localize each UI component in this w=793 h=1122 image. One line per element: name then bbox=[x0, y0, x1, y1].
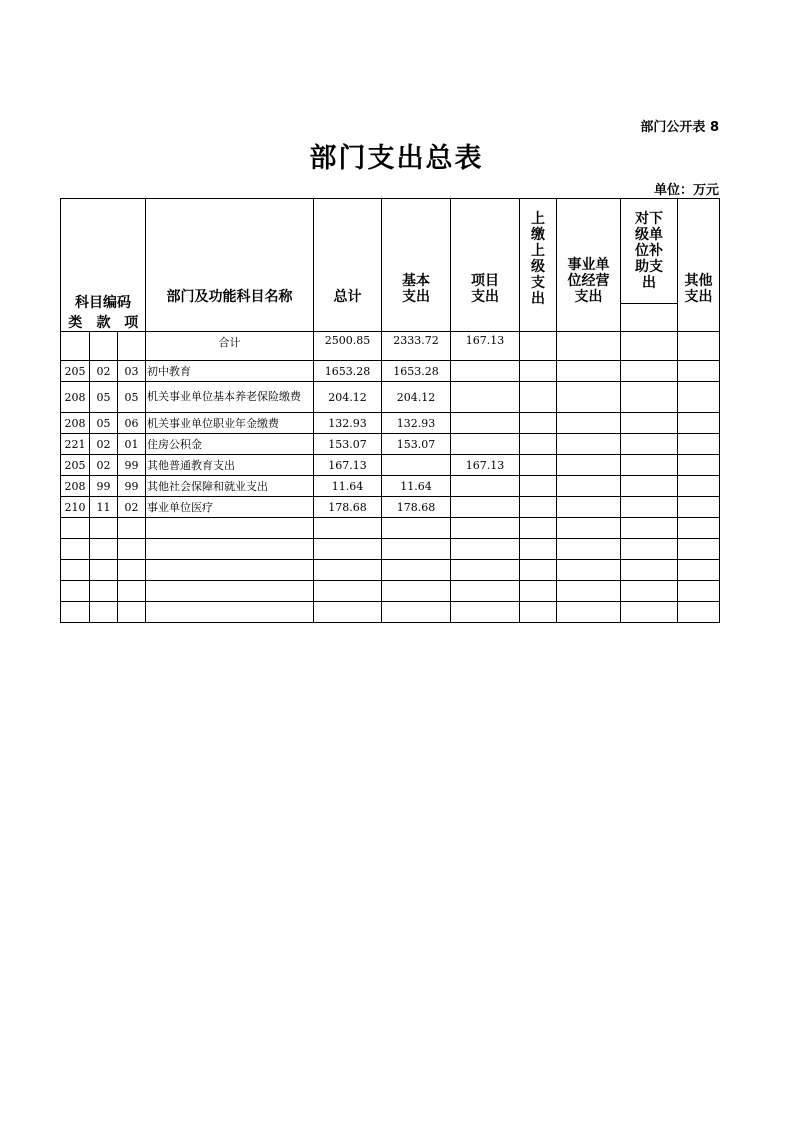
row-class: 208 bbox=[61, 413, 90, 434]
expenditure-table bbox=[60, 198, 720, 623]
row-class: 210 bbox=[61, 497, 90, 518]
header-other: 其他 支出 bbox=[678, 199, 720, 332]
page-title: 部门支出总表 bbox=[309, 143, 484, 174]
row-total: 167.13 bbox=[314, 455, 382, 476]
row-total: 153.07 bbox=[314, 434, 382, 455]
header-basic: 基本 支出 bbox=[382, 199, 451, 332]
total-total: 2500.85 bbox=[314, 332, 382, 361]
total-basic: 2333.72 bbox=[382, 332, 451, 361]
row-sub: 99 bbox=[118, 455, 146, 476]
row-project bbox=[451, 382, 520, 413]
empty-row bbox=[61, 602, 720, 623]
row-basic: 178.68 bbox=[382, 497, 451, 518]
table-row bbox=[61, 361, 720, 382]
table-row bbox=[61, 434, 720, 455]
row-total: 11.64 bbox=[314, 476, 382, 497]
empty-row bbox=[61, 560, 720, 581]
row-sub: 99 bbox=[118, 476, 146, 497]
table-row bbox=[61, 497, 720, 518]
row-basic bbox=[382, 455, 451, 476]
header-project: 项目 支出 bbox=[451, 199, 520, 332]
row-basic: 132.93 bbox=[382, 413, 451, 434]
row-sub: 01 bbox=[118, 434, 146, 455]
row-name: 初中教育 bbox=[146, 361, 314, 382]
table-row bbox=[61, 455, 720, 476]
row-name: 其他普通教育支出 bbox=[146, 455, 314, 476]
total-project: 167.13 bbox=[451, 332, 520, 361]
row-name: 住房公积金 bbox=[146, 434, 314, 455]
row-total: 204.12 bbox=[314, 382, 382, 413]
header-name: 部门及功能科目名称 bbox=[146, 199, 314, 332]
row-basic: 11.64 bbox=[382, 476, 451, 497]
row-class: 221 bbox=[61, 434, 90, 455]
row-item: 02 bbox=[90, 434, 118, 455]
row-item: 05 bbox=[90, 413, 118, 434]
row-project bbox=[451, 413, 520, 434]
row-total: 132.93 bbox=[314, 413, 382, 434]
row-project bbox=[451, 497, 520, 518]
row-basic: 1653.28 bbox=[382, 361, 451, 382]
row-item: 02 bbox=[90, 455, 118, 476]
row-basic: 204.12 bbox=[382, 382, 451, 413]
row-item: 11 bbox=[90, 497, 118, 518]
total-row bbox=[61, 332, 720, 361]
header-total: 总计 bbox=[314, 199, 382, 332]
header-sub-item: 项 bbox=[118, 311, 146, 331]
row-sub: 03 bbox=[118, 361, 146, 382]
empty-row bbox=[61, 518, 720, 539]
row-item: 99 bbox=[90, 476, 118, 497]
unit-label: 单位：万元 bbox=[653, 183, 719, 198]
header-subject-code: 科目编码 bbox=[61, 199, 146, 312]
row-class: 208 bbox=[61, 382, 90, 413]
row-name: 机关事业单位基本养老保险缴费 bbox=[146, 382, 314, 413]
row-basic: 153.07 bbox=[382, 434, 451, 455]
row-class: 208 bbox=[61, 476, 90, 497]
row-total: 1653.28 bbox=[314, 361, 382, 382]
header-upper: 上 缴 上 级 支 出 bbox=[520, 199, 557, 332]
row-project bbox=[451, 476, 520, 497]
row-project: 167.13 bbox=[451, 455, 520, 476]
row-item: 02 bbox=[90, 361, 118, 382]
row-sub: 02 bbox=[118, 497, 146, 518]
row-sub: 06 bbox=[118, 413, 146, 434]
header-class: 类 bbox=[61, 311, 90, 331]
empty-row bbox=[61, 539, 720, 560]
row-project bbox=[451, 434, 520, 455]
total-label: 合计 bbox=[146, 332, 314, 361]
form-number: 部门公开表 8 bbox=[640, 120, 719, 135]
header-subsidy: 对下 级单 位补 助支 出 bbox=[621, 199, 678, 332]
row-class: 205 bbox=[61, 455, 90, 476]
row-class: 205 bbox=[61, 361, 90, 382]
row-name: 事业单位医疗 bbox=[146, 497, 314, 518]
row-item: 05 bbox=[90, 382, 118, 413]
table-row bbox=[61, 476, 720, 497]
row-sub: 05 bbox=[118, 382, 146, 413]
row-project bbox=[451, 361, 520, 382]
row-total: 178.68 bbox=[314, 497, 382, 518]
table-row bbox=[61, 382, 720, 413]
header-item: 款 bbox=[90, 311, 118, 331]
row-name: 其他社会保障和就业支出 bbox=[146, 476, 314, 497]
header-row bbox=[61, 199, 720, 312]
empty-row bbox=[61, 581, 720, 602]
row-name: 机关事业单位职业年金缴费 bbox=[146, 413, 314, 434]
table-row bbox=[61, 413, 720, 434]
header-business: 事业单 位经营 支出 bbox=[557, 199, 621, 332]
